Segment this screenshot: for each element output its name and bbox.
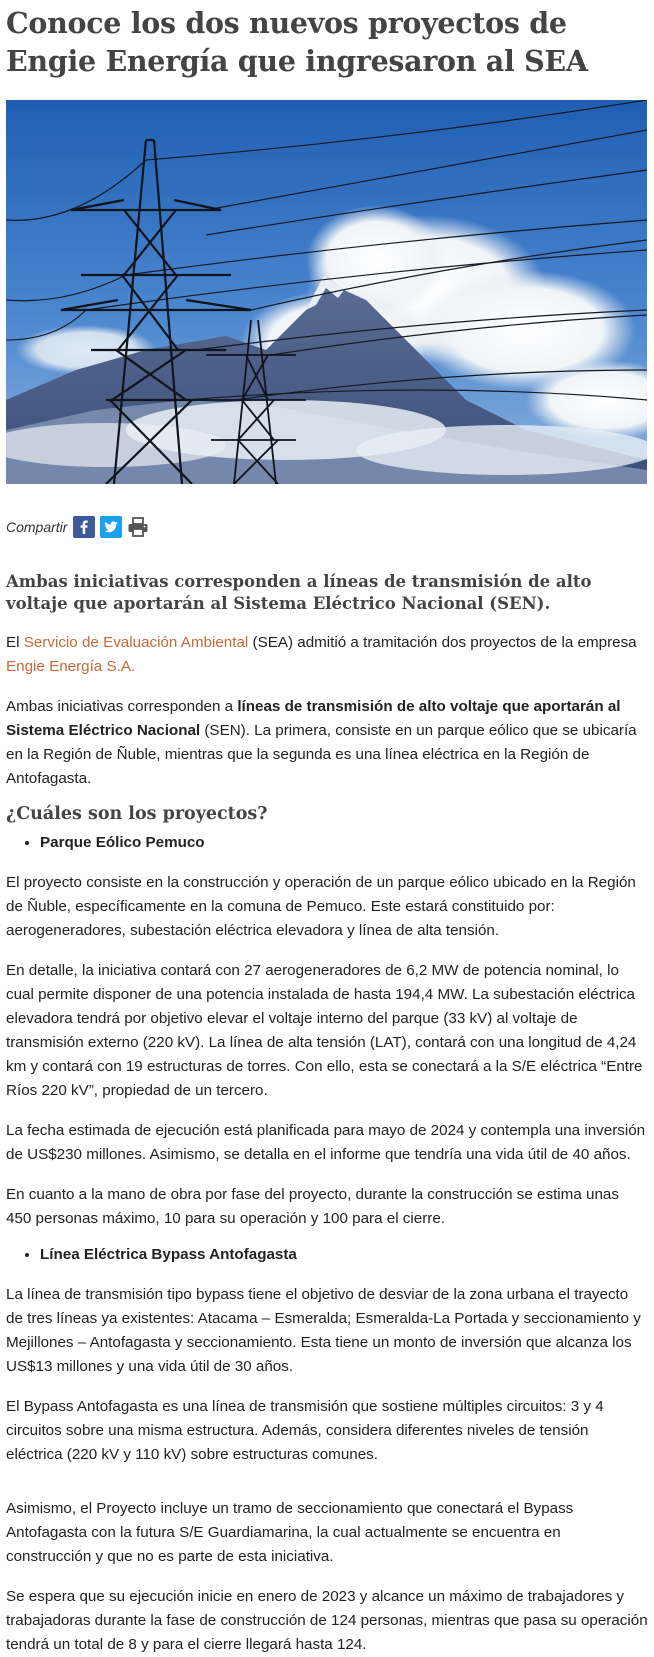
bullet-list-2	[6, 1243, 648, 1267]
p2-pre: Ambas iniciativas corresponden a	[6, 698, 238, 715]
bullet-list-1	[6, 831, 648, 855]
p2-post: (SEN). La primera, consiste en un parque eólico que se ubicaría en la Región de Ñuble, mientras que la segunda es una línea eléctrica en la Región de Antofagasta.	[6, 722, 637, 787]
paragraph-9: Asimismo, el Proyecto incluye un tramo de seccionamiento que conectará el Bypass Antofagasta con la futura S/E Guardiamarina, la cual actualmente se encuentra en construcción y que no es parte de esta iniciativa.	[6, 1500, 574, 1565]
print-icon[interactable]	[127, 516, 149, 538]
paragraph-5: La fecha estimada de ejecución está planificada para mayo de 2024 y contempla una inversión de US$230 millones. Asimismo, se detalla en el informe que tendría una vida útil de 40 años.	[6, 1122, 646, 1163]
article-title: Conoce los dos nuevos proyectos de Engie Energía que ingresaron al SEA	[6, 6, 588, 78]
p1-pre: El	[6, 634, 24, 651]
paragraph-4: En detalle, la iniciativa contará con 27 aerogeneradores de 6,2 MW de potencia nominal, lo cual permite disponer de una potencia instalada de hasta 194,4 MW. La subestación eléctrica elevadora tendrá por objetivo elevar el voltaje interno del parque (33 kV) al voltaje de transmisión externo (220 kV). La línea de alta tensión (LAT), contará con una longitud de 4,24 km y contará con 19 estructuras de torres. Con ello, esta se conectará a la S/E eléctrica “Entre Ríos 220 kV”, propiedad de un tercero.	[6, 962, 643, 1099]
sea-link[interactable]: Servicio de Evaluación Ambiental	[23, 634, 249, 651]
paragraph-6: En cuanto a la mano de obra por fase del proyecto, durante la construcción se estima unas 450 personas máximo, 10 para su operación y 100 para el cierre.	[6, 1186, 619, 1227]
paragraph-10: Se espera que su ejecución inicie en enero de 2023 y alcance un máximo de trabajadores y trabajadoras durante la fase de construcción de 124 personas, mientras que pasa su operación tendrá un total de 8 y para el cierre llegará hasta 124.	[6, 1588, 648, 1653]
article-lead: Ambas iniciativas corresponden a líneas de transmisión de alto voltaje que aportarán al Sistema Eléctrico Nacional (SEN).	[6, 572, 592, 613]
paragraph-3: El proyecto consiste en la construcción y operación de un parque eólico ubicado en la Región de Ñuble, específicamente en la comuna de Pemuco. Este estará constituido por: aerogeneradores, subestación eléctrica elevadora y línea de alta tensión.	[6, 874, 636, 939]
list-item: • Línea Eléctrica Bypass Antofagasta	[40, 1243, 648, 1267]
twitter-icon[interactable]	[100, 516, 122, 538]
facebook-icon[interactable]	[73, 516, 95, 538]
paragraph-1	[6, 631, 648, 679]
share-bar	[6, 514, 648, 540]
share-label: Compartir	[6, 519, 68, 535]
paragraph-2	[6, 695, 648, 791]
paragraph-8: El Bypass Antofagasta es una línea de transmisión que sostiene múltiples circuitos: 3 y 4 circuitos sobre una misma estructura. Además, considera diferentes niveles de tensión eléctrica (220 kV y 110 kV) sobre estructuras comunes.	[6, 1398, 604, 1463]
hero-image	[6, 100, 647, 484]
engie-link[interactable]: Engie Energía S.A.	[6, 658, 136, 675]
p2-bold: líneas de transmisión de alto voltaje que aportarán al Sistema Eléctrico Nacional	[6, 698, 621, 739]
p1-mid: (SEA) admitió a tramitación dos proyectos de la empresa	[248, 634, 637, 651]
section-heading: ¿Cuáles son los proyectos?	[6, 804, 268, 824]
list-item: • Parque Eólico Pemuco	[40, 831, 648, 855]
paragraph-7: La línea de transmisión tipo bypass tiene el objetivo de desviar de la zona urbana el trayecto de tres líneas ya existentes: Atacama – Esmeralda; Esmeralda-La Portada y seccionamiento y Mejillones – Antofagasta y seccionamiento. Esta tiene un monto de inversión que alcanza los US$13 millones y una vida útil de 30 años.	[6, 1286, 641, 1375]
